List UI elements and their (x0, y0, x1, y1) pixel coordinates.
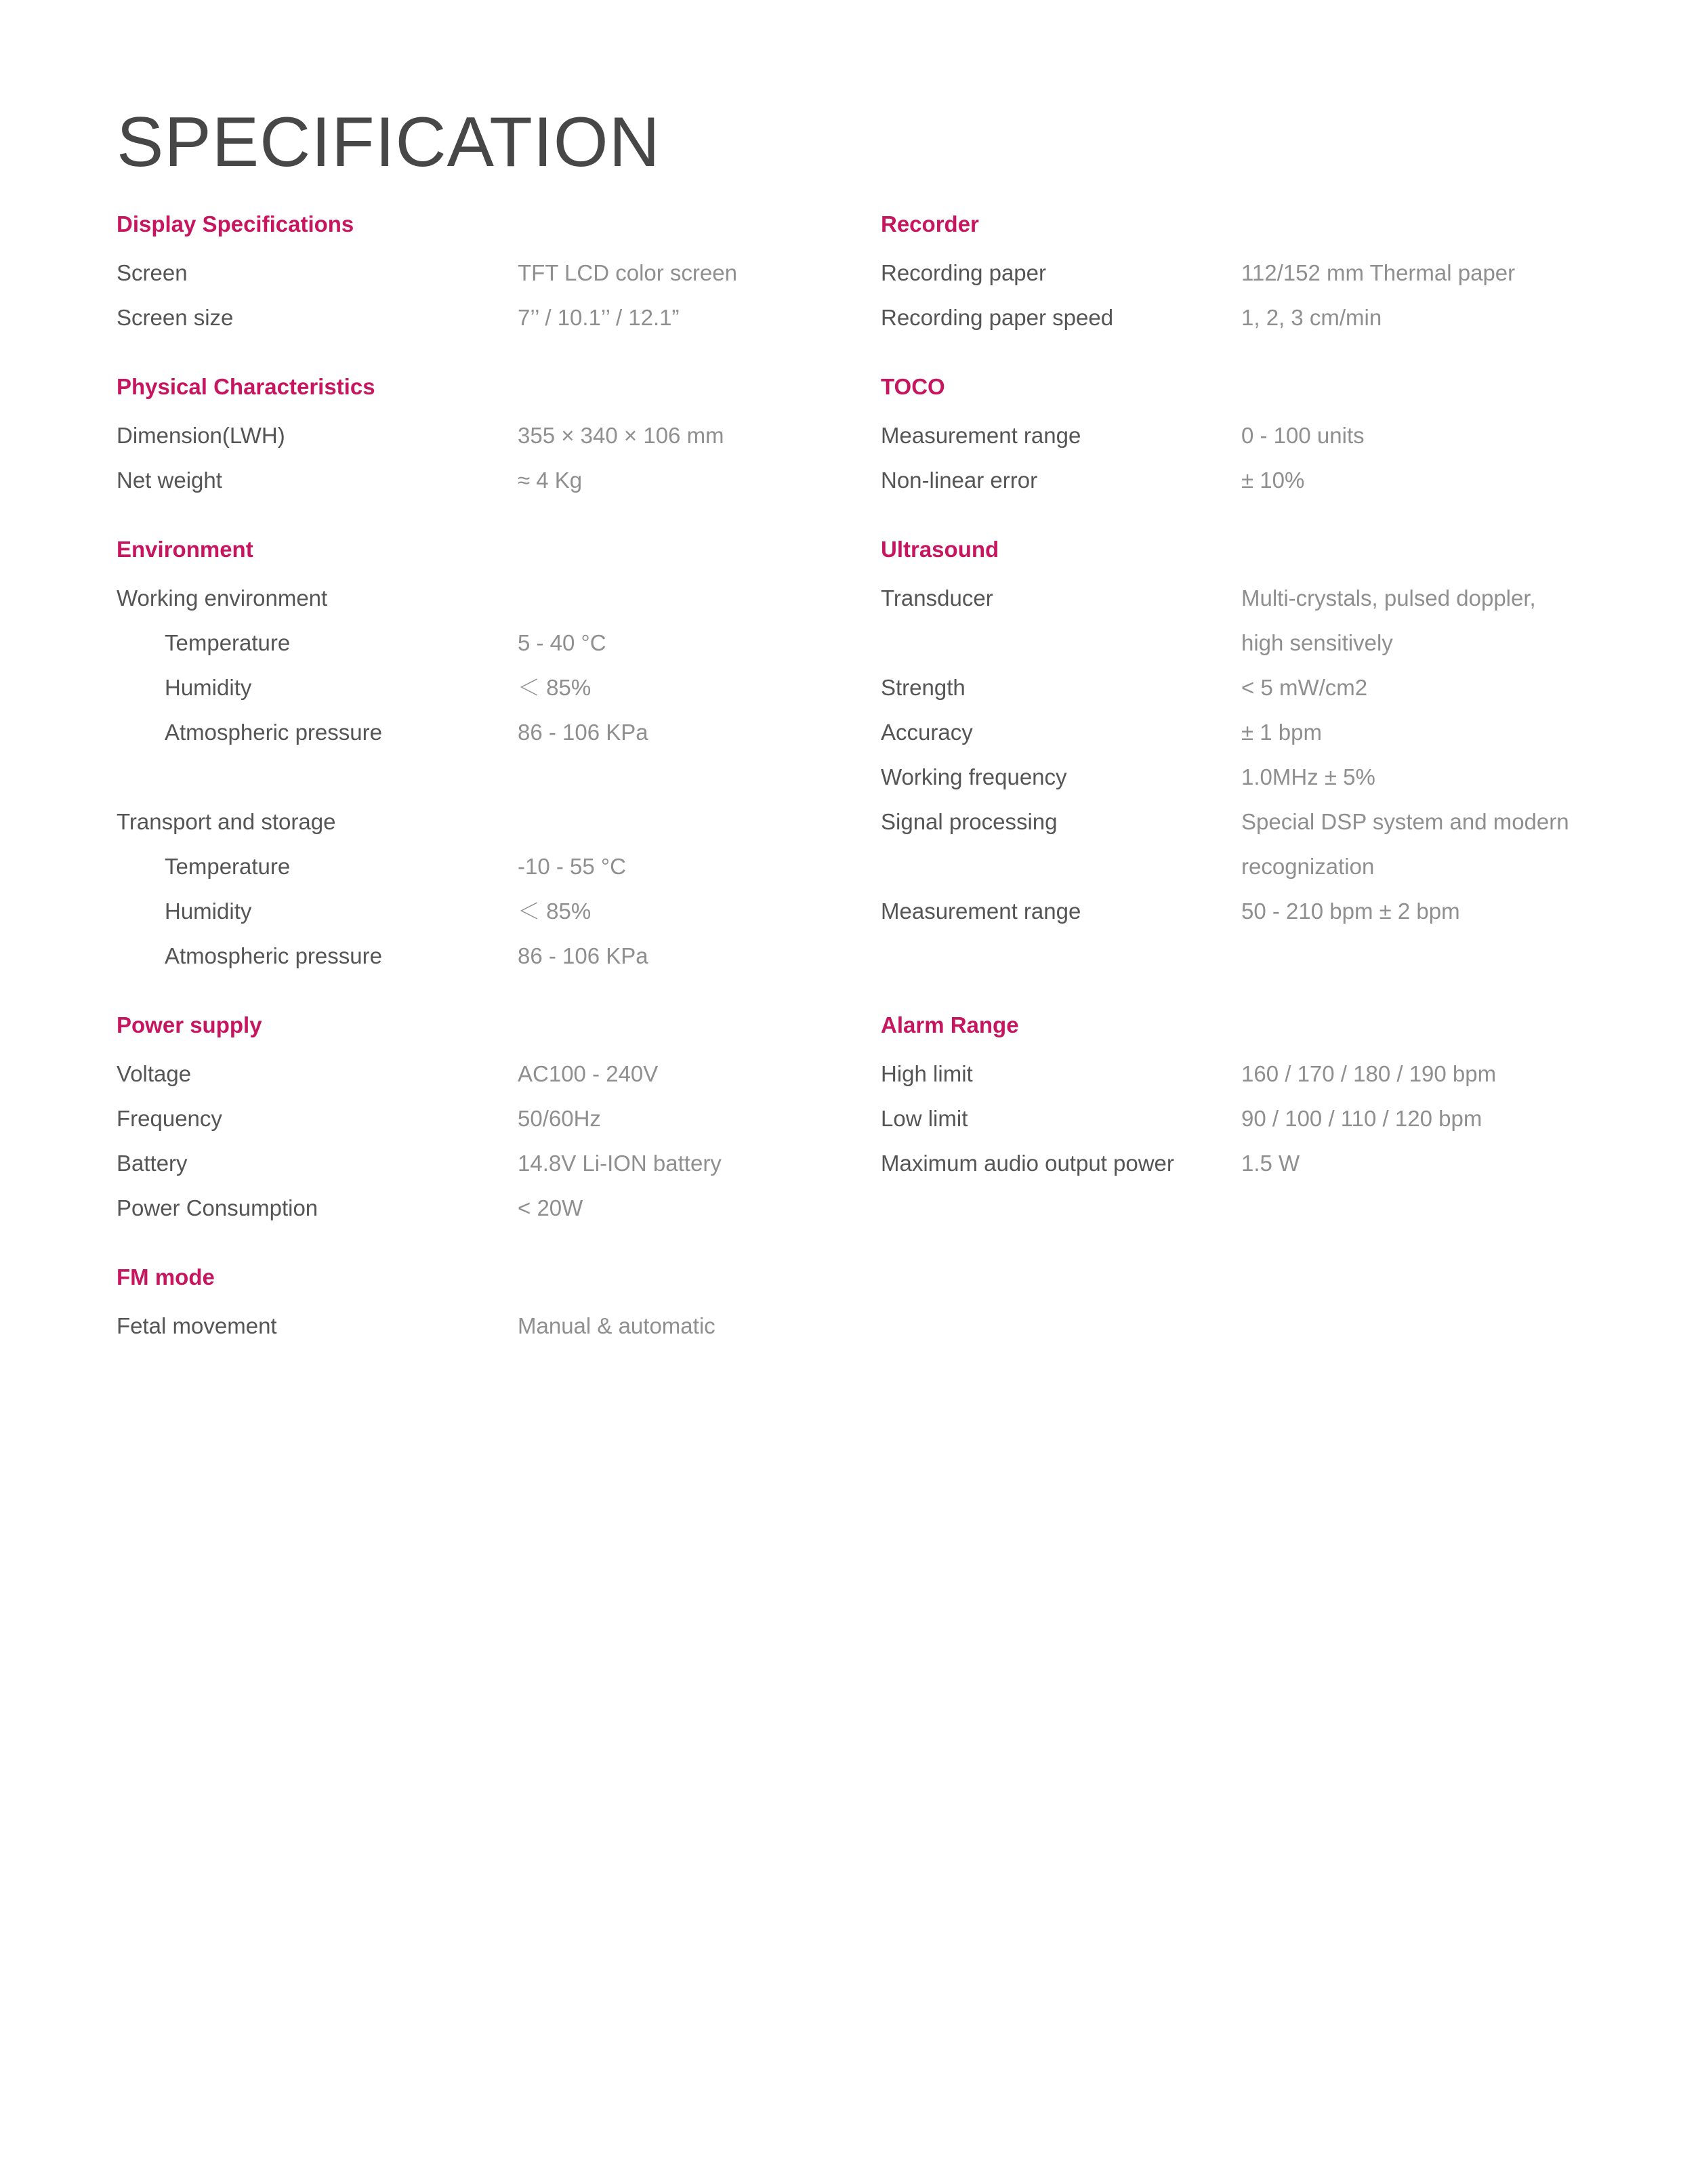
spec-value: < 5 mW/cm2 (1241, 675, 1368, 700)
spec-value: 160 / 170 / 180 / 190 bpm (1241, 1061, 1497, 1086)
spec-row (117, 934, 835, 978)
spec-row (117, 1052, 835, 1096)
spec-label: Recording paper speed (881, 305, 1114, 330)
spec-value: 86 - 106 KPa (518, 943, 648, 968)
spec-label: Accuracy (881, 720, 973, 745)
spec-row (117, 844, 835, 889)
section-heading: Display Specifications (117, 211, 354, 236)
spec-value: Multi-crystals, pulsed doppler, high sensitively (1241, 585, 1536, 655)
spec-row (881, 295, 1592, 340)
spec-value: 50 - 210 bpm ± 2 bpm (1241, 899, 1460, 924)
spec-row (117, 1304, 835, 1348)
section-heading: Environment (117, 537, 253, 562)
spec-label: Dimension(LWH) (117, 423, 285, 448)
spec-group-label-row (117, 800, 835, 844)
spec-value: Manual & automatic (518, 1313, 715, 1338)
spec-row (881, 800, 1592, 889)
spec-value: ＜ 85% (518, 675, 592, 700)
page-title: SPECIFICATION (117, 103, 661, 182)
spec-label: Screen size (117, 305, 234, 330)
spec-value: 14.8V Li-ION battery (518, 1151, 722, 1176)
fm-mode-section (117, 1260, 835, 1348)
spec-label: Measurement range (881, 899, 1081, 924)
section-heading: Power supply (117, 1012, 262, 1037)
spec-group-label-row (117, 576, 835, 621)
spec-value: 86 - 106 KPa (518, 720, 648, 745)
spec-value: 112/152 mm Thermal paper (1241, 260, 1516, 285)
spec-row (117, 710, 835, 755)
spec-row (881, 251, 1592, 295)
spec-value: 50/60Hz (518, 1106, 601, 1131)
spec-value: AC100 - 240V (518, 1061, 659, 1086)
spec-value: 0 - 100 units (1241, 423, 1365, 448)
recorder-section (881, 207, 1592, 340)
spec-label: Temperature (165, 854, 291, 879)
spec-row (117, 251, 835, 295)
spec-row (881, 413, 1592, 458)
spec-label: Non-linear error (881, 468, 1038, 493)
spec-value: 5 - 40 °C (518, 630, 606, 655)
spec-row (117, 1096, 835, 1141)
section-heading: Alarm Range (881, 1012, 1019, 1037)
spec-label: Atmospheric pressure (165, 943, 382, 968)
spec-value: -10 - 55 °C (518, 854, 626, 879)
right-column (881, 207, 1592, 1216)
spec-value: 90 / 100 / 110 / 120 bpm (1241, 1106, 1482, 1131)
spec-label: Net weight (117, 468, 222, 493)
spec-row (881, 1141, 1592, 1186)
section-heading: FM mode (117, 1264, 215, 1290)
spec-row (117, 458, 835, 503)
spec-row (881, 1052, 1592, 1096)
section-heading: TOCO (881, 374, 945, 399)
spec-label: Power Consumption (117, 1195, 318, 1220)
alarm-range-section (881, 1008, 1592, 1186)
spec-row (881, 889, 1592, 934)
spec-label: Temperature (165, 630, 291, 655)
spec-row (117, 665, 835, 710)
spec-value: Special DSP system and modern recognization (1241, 809, 1569, 879)
spec-value: ＜ 85% (518, 899, 592, 924)
section-heading: Physical Characteristics (117, 374, 375, 399)
spec-label: Strength (881, 675, 966, 700)
spec-row (881, 1096, 1592, 1141)
spec-row (881, 755, 1592, 800)
spec-label: Low limit (881, 1106, 968, 1131)
spec-value: 1.0MHz ± 5% (1241, 764, 1375, 789)
spec-row (881, 576, 1592, 665)
spec-label: High limit (881, 1061, 973, 1086)
physical-characteristics-section (117, 370, 835, 503)
spec-value: 1.5 W (1241, 1151, 1300, 1176)
spec-label: Maximum audio output power (881, 1151, 1174, 1176)
spec-label: Fetal movement (117, 1313, 277, 1338)
spec-label: Measurement range (881, 423, 1081, 448)
spec-value: 1, 2, 3 cm/min (1241, 305, 1382, 330)
spec-label: Transducer (881, 585, 993, 611)
display-specifications-section (117, 207, 835, 340)
spec-value: ± 10% (1241, 468, 1305, 493)
toco-section (881, 370, 1592, 503)
spec-group-label: Transport and storage (117, 809, 336, 834)
spec-label: Voltage (117, 1061, 192, 1086)
spec-row (117, 295, 835, 340)
spec-row (881, 665, 1592, 710)
power-supply-section (117, 1008, 835, 1231)
spec-row (117, 1141, 835, 1186)
spec-row (117, 413, 835, 458)
section-heading: Ultrasound (881, 537, 999, 562)
spec-row (117, 1186, 835, 1231)
spacer (117, 755, 835, 800)
spec-label: Battery (117, 1151, 188, 1176)
spec-value: TFT LCD color screen (518, 260, 737, 285)
spec-label: Atmospheric pressure (165, 720, 382, 745)
spec-row (117, 889, 835, 934)
environment-section (117, 533, 835, 978)
spec-label: Recording paper (881, 260, 1046, 285)
ultrasound-section (881, 533, 1592, 978)
spec-row (117, 621, 835, 665)
spec-label: Working frequency (881, 764, 1067, 789)
spacer (881, 934, 1592, 978)
spec-value: ≈ 4 Kg (518, 468, 583, 493)
spec-row (881, 710, 1592, 755)
spec-row (881, 458, 1592, 503)
spec-value: < 20W (518, 1195, 583, 1220)
spec-label: Frequency (117, 1106, 222, 1131)
spec-group-label: Working environment (117, 585, 328, 611)
spec-label: Screen (117, 260, 188, 285)
spec-value: 7’’ / 10.1’’ / 12.1” (518, 305, 680, 330)
spec-label: Humidity (165, 899, 252, 924)
section-heading: Recorder (881, 211, 979, 236)
spec-label: Humidity (165, 675, 252, 700)
spec-value: 355 × 340 × 106 mm (518, 423, 724, 448)
spec-label: Signal processing (881, 809, 1058, 834)
spec-value: ± 1 bpm (1241, 720, 1322, 745)
left-column (117, 207, 835, 1378)
